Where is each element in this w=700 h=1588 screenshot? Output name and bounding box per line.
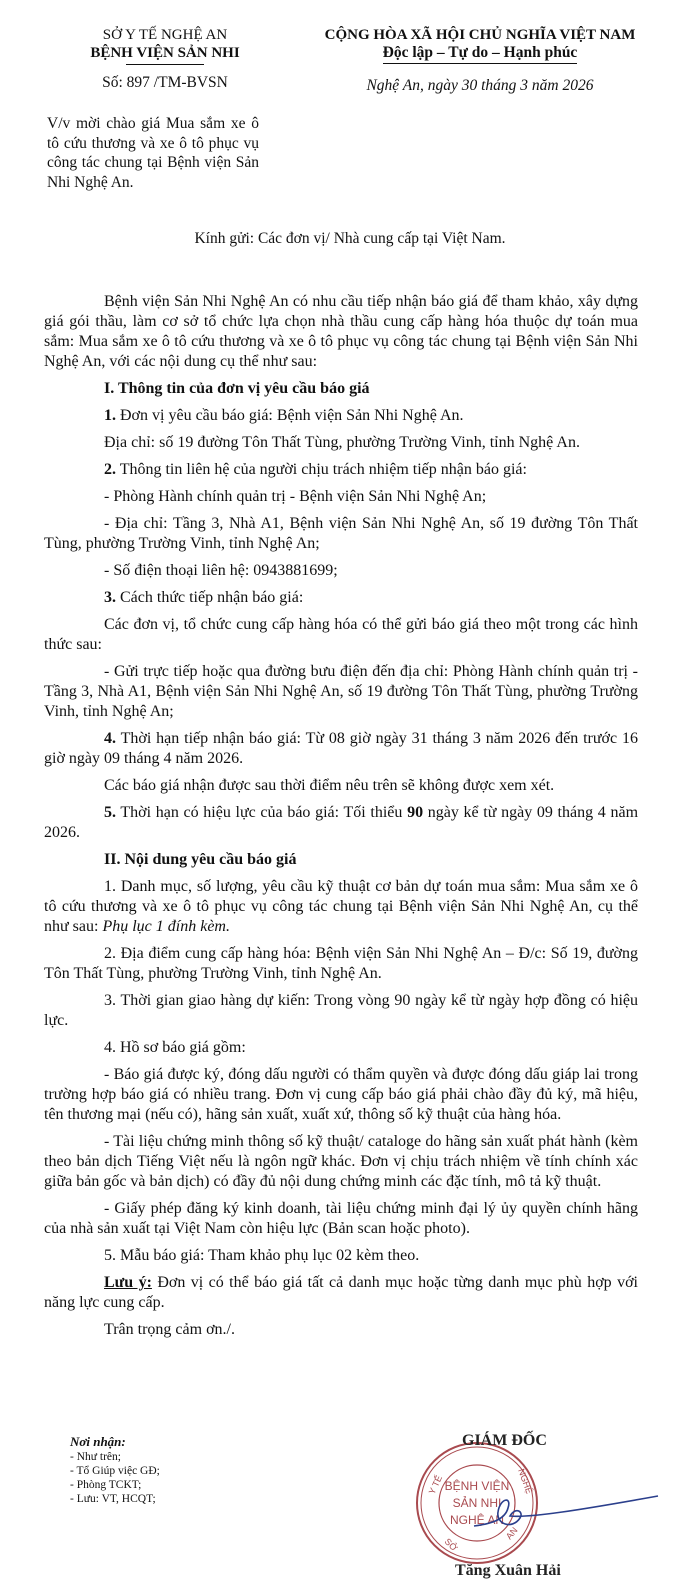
item-text: Đơn vị yêu cầu báo giá: Bệnh viện Sản Nhi Nghệ An. xyxy=(116,407,464,424)
stamp-ring-right: NGHỆ xyxy=(516,1467,535,1496)
appendix-reference: Phụ lục 1 đính kèm. xyxy=(102,918,230,935)
deadline-note: Các báo giá nhận được sau thời điểm nêu trên sẽ không được xem xét. xyxy=(104,777,555,794)
signatory-name: Tăng Xuân Hải xyxy=(455,1562,561,1579)
contact-address: - Địa chỉ: Tầng 3, Nhà A1, Bệnh viện Sản Nhi Nghệ An, số 19 đường Tôn Thất Tùng, phường Trường Vinh, tỉnh Nghệ An; xyxy=(44,515,638,552)
stamp-ring-bottom-left: SỞ xyxy=(442,1536,460,1554)
item-number: 1. xyxy=(104,407,116,424)
section-2-item-4: 4. Hồ sơ báo giá gồm: xyxy=(104,1039,246,1056)
item-number: 3. xyxy=(104,589,116,606)
stamp-ring-bottom-right: AN xyxy=(503,1525,520,1542)
section-1-item-2 xyxy=(44,460,638,480)
issuer-header xyxy=(60,26,270,92)
section-2-heading: II. Nội dung yêu cầu báo giá xyxy=(104,851,297,868)
item-text: Thời hạn tiếp nhận báo giá: Từ 08 giờ ngày 31 tháng 3 năm 2026 đến trước 16 giờ ngày 09 tháng 4 năm 2026. xyxy=(44,730,638,767)
national-motto: Độc lập – Tự do – Hạnh phúc xyxy=(383,44,578,64)
section-2-item-2: 2. Địa điểm cung cấp hàng hóa: Bệnh viện Sản Nhi Nghệ An – Đ/c: Số 19, đường Tôn Thất Tùng, phường Trường Vinh, tỉnh Nghệ An. xyxy=(44,945,638,982)
section-2-item-5: 5. Mẫu báo giá: Tham khảo phụ lục 02 kèm theo. xyxy=(104,1247,420,1264)
requirement-c: - Giấy phép đăng ký kinh doanh, tài liệu chứng minh đại lý ủy quyền chính hãng của nhà sản xuất tại Việt Nam còn hiệu lực (Bản scan hoặc photo). xyxy=(44,1200,638,1237)
section-1-item-4 xyxy=(44,729,638,769)
item-number: 2. xyxy=(104,461,116,478)
submission-method: - Gửi trực tiếp hoặc qua đường bưu điện đến địa chỉ: Phòng Hành chính quản trị - Tầng 3, Nhà A1, Bệnh viện Sản Nhi Nghệ An, số 19 đường Tôn Thất Tùng, phường Trường Vinh, tỉnh Nghệ An; xyxy=(44,663,638,720)
receivers-title: Nơi nhận: xyxy=(70,1434,126,1449)
handwritten-signature xyxy=(460,1472,660,1552)
section-1-item-3 xyxy=(44,588,638,608)
document-body xyxy=(44,292,638,1347)
agency-name: SỞ Y TẾ NGHỆ AN xyxy=(102,27,228,43)
closing-line: Trân trọng cảm ơn./. xyxy=(104,1321,235,1338)
receiver-item: - Lưu: VT, HCQT; xyxy=(70,1493,156,1505)
signature-block xyxy=(400,1432,660,1582)
submission-description: Các đơn vị, tổ chức cung cấp hàng hóa có thể gửi báo giá theo một trong các hình thức sau: xyxy=(44,616,638,653)
section-1-item-1-address: Địa chỉ: số 19 đường Tôn Thất Tùng, phường Trường Vinh, tỉnh Nghệ An. xyxy=(104,434,580,451)
receiver-item: - Như trên; xyxy=(70,1451,121,1463)
item-text: 1. Danh mục, số lượng, yêu cầu kỹ thuật cơ bản dự toán mua sắm: Mua sắm xe ô tô cứu thương và xe ô tô phục vụ công tác chung tại Bệnh viện Sản Nhi Nghệ An, cụ thể như sau: xyxy=(44,878,638,935)
item-text: Cách thức tiếp nhận báo giá: xyxy=(116,589,304,606)
receiver-item: - Tổ Giúp việc GĐ; xyxy=(70,1465,160,1477)
item-text: Thông tin liên hệ của người chịu trách nhiệm tiếp nhận báo giá: xyxy=(116,461,527,478)
note-paragraph xyxy=(44,1273,638,1313)
item-number: 5. xyxy=(104,804,116,821)
requirement-a: - Báo giá được ký, đóng dấu người có thẩm quyền và được đóng dấu giáp lai trong trường hợp báo giá có nhiều trang. Đơn vị cung cấp báo giá phải chào đầy đủ ký, mã hiệu, tên thương mại (nếu có), hãng sản xuất, xuất xứ, thông số kỹ thuật của hàng hóa. xyxy=(44,1066,638,1123)
section-1-item-1 xyxy=(44,406,638,426)
note-text: Đơn vị có thể báo giá tất cả danh mục hoặc từng danh mục phù hợp với năng lực cung cấp. xyxy=(44,1274,639,1311)
stamp-ring-left: Y TẾ xyxy=(426,1473,445,1496)
intro-paragraph: Bệnh viện Sản Nhi Nghệ An có nhu cầu tiếp nhận báo giá để tham khảo, xây dựng giá gói thầu, làm cơ sở tổ chức lựa chọn nhà thầu cung cấp hàng hóa thuộc dự toán mua sắm: Mua sắm xe ô tô cứu thương và xe ô tô phục vụ công tác chung tại Bệnh viện Sản Nhi Nghệ An, với các nội dung cụ thể như sau: xyxy=(44,293,638,370)
item-number: 4. xyxy=(104,730,116,747)
validity-days: 90 xyxy=(407,804,424,821)
item-text: ngày kể từ ngày 09 tháng 4 năm 2026. xyxy=(44,804,639,841)
document-number: Số: 897 /TM-BVSN xyxy=(102,74,228,91)
item-text: Thời hạn có hiệu lực của báo giá: Tối thiểu xyxy=(116,804,408,821)
dateline: Nghệ An, ngày 30 tháng 3 năm 2026 xyxy=(366,77,594,94)
document-subject: V/v mời chào giá Mua sắm xe ô tô cứu thương và xe ô tô phục vụ công tác chung tại Bệnh viện Sản Nhi Nghệ An. xyxy=(47,115,259,191)
header-divider xyxy=(126,64,204,65)
recipient-line: Kính gửi: Các đơn vị/ Nhà cung cấp tại Việt Nam. xyxy=(194,230,506,247)
section-1-item-5 xyxy=(44,803,638,843)
signature-stroke xyxy=(474,1496,658,1526)
section-2-item-3: 3. Thời gian giao hàng dự kiến: Trong vòng 90 ngày kể từ ngày hợp đồng có hiệu lực. xyxy=(44,992,638,1029)
note-label: Lưu ý: xyxy=(104,1274,152,1291)
contact-phone: - Số điện thoại liên hệ: 0943881699; xyxy=(104,562,338,579)
organization-name: BỆNH VIỆN SẢN NHI xyxy=(90,45,240,61)
national-header xyxy=(270,26,690,64)
requirement-b: - Tài liệu chứng minh thông số kỹ thuật/ cataloge do hãng sản xuất phát hành (kèm theo bản dịch Tiếng Việt nếu là ngôn ngữ khác. Đơn vị chịu trách nhiệm về tính chính xác giữa bản gốc và bản dịch) có đầy đủ nội dung chứng minh các đặc tính, mô tả kỹ thuật. xyxy=(44,1133,638,1190)
contact-department: - Phòng Hành chính quản trị - Bệnh viện Sản Nhi Nghệ An; xyxy=(104,488,487,505)
stamp-line: BỆNH VIỆN xyxy=(444,1479,510,1493)
receiver-item: - Phòng TCKT; xyxy=(70,1479,142,1491)
country-name: CỘNG HÒA XÃ HỘI CHỦ NGHĨA VIỆT NAM xyxy=(324,27,636,43)
section-1-heading: I. Thông tin của đơn vị yêu cầu báo giá xyxy=(104,380,370,397)
signatory-title: GIÁM ĐỐC xyxy=(462,1432,547,1449)
stamp-line: SẢN NHI xyxy=(452,1496,502,1510)
section-2-item-1 xyxy=(44,877,638,937)
receivers-list xyxy=(70,1434,300,1506)
stamp-line: NGHỆ AN xyxy=(449,1513,505,1527)
